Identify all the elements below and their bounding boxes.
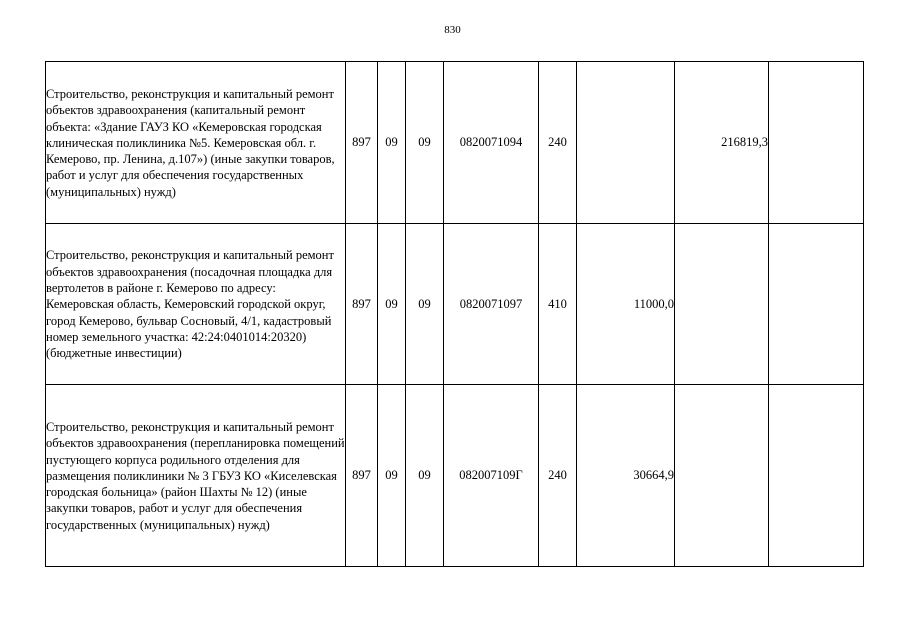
page-number: 830 [444,24,461,36]
expense-type-cell: 240 [539,62,577,224]
ministry-code-cell: 897 [346,385,378,567]
amount-cell-2: 216819,3 [675,62,769,224]
subsection-cell: 09 [406,62,444,224]
target-article-cell: 082007109Г [444,385,539,567]
table-row [46,62,864,224]
expense-type-cell: 240 [539,385,577,567]
amount-cell-3 [769,62,864,224]
budget-table [45,61,864,567]
expense-type-cell: 410 [539,224,577,385]
description-cell [46,224,346,385]
table-row [46,385,864,567]
amount-cell-1: 11000,0 [577,224,675,385]
target-article-cell: 0820071094 [444,62,539,224]
description-cell [46,62,346,224]
amount-cell-3 [769,224,864,385]
subsection-cell: 09 [406,224,444,385]
amount-cell-1: 30664,9 [577,385,675,567]
table-row [46,224,864,385]
description-text: Строительство, реконструкция и капитальный ремонт объектов здравоохранения (капитальный ремонт объекта: «Здание ГАУЗ КО «Кемеровская городская клиническая поликлиника №5. Кемеровская обл. г. Кемерово, пр. Ленина, д.107») (иные закупки товаров, работ и услуг для обеспечения государственных (муниципальных) нужд) [46,86,335,199]
description-cell [46,385,346,567]
amount-cell-2 [675,385,769,567]
amount-cell-2 [675,224,769,385]
target-article-cell: 0820071097 [444,224,539,385]
section-cell: 09 [378,62,406,224]
description-text: Строительство, реконструкция и капитальный ремонт объектов здравоохранения (посадочная площадка для вертолетов в районе г. Кемерово по адресу: Кемеровская область, Кемеровский городской округ, город Кемерово, бульвар Сосновый, 4/1, кадастровый номер земельного участка: 42:24:0401014:20320) (бюджетные инвестиции) [46,248,334,361]
amount-cell-1 [577,62,675,224]
ministry-code-cell: 897 [346,62,378,224]
section-cell: 09 [378,224,406,385]
amount-cell-3 [769,385,864,567]
description-text: Строительство, реконструкция и капитальный ремонт объектов здравоохранения (перепланировка помещений пустующего корпуса родильного отделения для размещения поликлиники № 3 ГБУЗ КО «Киселевская городская больница» (район Шахты № 12) (иные закупки товаров, работ и услуг для обеспечения государственных (муниципальных) нужд) [46,419,345,532]
section-cell: 09 [378,385,406,567]
ministry-code-cell: 897 [346,224,378,385]
subsection-cell: 09 [406,385,444,567]
